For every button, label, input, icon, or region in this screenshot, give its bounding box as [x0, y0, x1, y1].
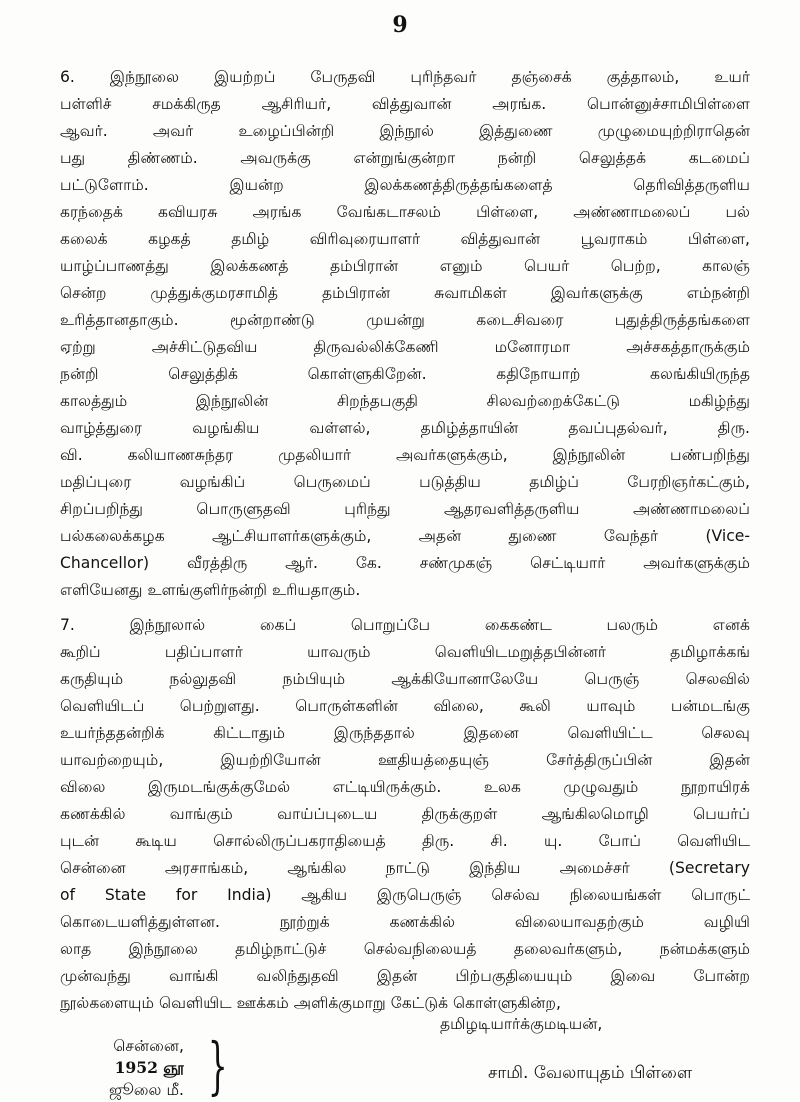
text-line: கொடையளித்துள்ளன. நூற்றுக் கணக்கில் விலையாவதற்கும் வழியி — [60, 913, 750, 931]
year-label: 1952 ஞூ — [114, 1058, 184, 1077]
text-line: சென்ற முத்துக்குமரசாமித் தம்பிரான் சுவாமிகள் இவர்களுக்கு எம்நன்றி — [60, 284, 750, 302]
paragraph-6 — [60, 64, 750, 604]
page-number: 9 — [392, 12, 408, 38]
text-line: பது திண்ணம். அவருக்கு என்றுங்குன்றா நன்றி செலுத்தக் கடமைப் — [60, 149, 750, 167]
text-line: ஆவர். அவர் உழைப்பின்றி இந்நூல் இத்துணை முழுமையுற்றிராதென் — [60, 122, 750, 140]
text-line: யாவற்றையும், இயற்றியோன் ஊதியத்தையுஞ் சேர்த்திருப்பின் இதன் — [60, 751, 750, 769]
text-line: கருதியும் நல்லுதவி நம்பியும் ஆக்கியோனாலேயே பெருஞ் செலவில் — [60, 670, 750, 688]
text-line: லாத இந்நூலை தமிழ்நாட்டுச் செல்வநிலையத் தலைவர்களும், நன்மக்களும் — [60, 940, 750, 958]
text-line: 7. இந்நூலால் கைப் பொறுப்பே கைகண்ட பலரும் எனக் — [60, 616, 750, 634]
text-line: கரந்தைக் கவியரசு அரங்க வேங்கடாசலம் பிள்ளை, அண்ணாமலைப் பல் — [60, 203, 750, 221]
text-line: சிறப்பறிந்து பொருளுதவி புரிந்து ஆதரவளித்தருளிய அண்ணாமலைப் — [60, 500, 750, 518]
text-line: யாழ்ப்பாணத்து இலக்கணத் தம்பிரான் எனும் பெயர் பெற்ற, காலஞ் — [60, 257, 750, 275]
text-line: வாழ்த்துரை வழங்கிய வள்ளல், தமிழ்த்தாயின் தவப்புதல்வர், திரு. — [60, 419, 750, 437]
text-line: வெளியிடப் பெற்றுளது. பொருள்களின் விலை, கூலி யாவும் பன்மடங்கு — [60, 697, 750, 715]
text-line: வி. கலியாணசுந்தர முதலியார் அவர்களுக்கும், இந்நூலின் பண்பறிந்து — [60, 446, 750, 464]
place-label: சென்னை, — [113, 1037, 184, 1055]
text-line: 6. இந்நூலை இயற்றப் பேருதவி புரிந்தவர் தஞ்சைக் குத்தாலம், உயர் — [60, 68, 750, 86]
text-line: பள்ளிச் சமக்கிருத ஆசிரியர், வித்துவான் அரங்க. பொன்னுச்சாமிபிள்ளை — [60, 95, 750, 113]
text-line: சென்னை அரசாங்கம், ஆங்கில நாட்டு இந்திய அமைச்சர் (Secretary — [60, 859, 750, 877]
text-line: எளியேனது உளங்குளிர்நன்றி உரியதாகும். — [60, 581, 361, 599]
text-line: முன்வந்து வாங்கி வலிந்துதவி இதன் பிற்பகுதியையும் இவை போன்ற — [60, 967, 750, 985]
text-line: பல்கலைக்கழக ஆட்சியாளர்களுக்கும், அதன் துணை வேந்தர் (Vice- — [60, 527, 750, 545]
text-line: பட்டுளோம். இயன்ற இலக்கணத்திருத்தங்களைத் தெரிவித்தருளிய — [60, 176, 750, 194]
text-line: ஏற்று அச்சிட்டுதவிய திருவல்லிக்கேணி மனோரமா அச்சகத்தாருக்கும் — [60, 338, 750, 356]
text-line: விலை இருமடங்குக்குமேல் எட்டியிருக்கும். உலக முழுவதும் நூறாயிரக் — [60, 778, 750, 796]
text-line: கணக்கில் வாங்கும் வாய்ப்புடைய திருக்குறள் ஆங்கிலமொழி பெயர்ப் — [60, 805, 750, 823]
text-line: Chancellor) வீரத்திரு ஆர். கே. சண்முகஞ் செட்டியார் அவர்களுக்கும் — [60, 554, 750, 572]
month-label: ஜூலை மீ. — [108, 1081, 184, 1099]
text-line: கலைக் கழகத் தமிழ் விரிவுரையாளர் வித்துவான் பூவராகம் பிள்ளை, — [60, 230, 750, 248]
text-line: உயர்ந்ததன்றிக் கிட்டாதும் இருந்ததால் இதனை வெளியிட்ட செலவு — [60, 724, 750, 742]
brace-glyph: } — [207, 1029, 228, 1102]
text-line: of State for India) ஆகிய இருபெருஞ் செல்வ நிலையங்கள் பொருட் — [60, 886, 750, 904]
text-line: நூல்களையும் வெளியிட ஊக்கம் அளிக்குமாறு கேட்டுக் கொள்ளுகின்ற, — [60, 994, 561, 1012]
text-line: உரித்தானதாகும். மூன்றாண்டு முயன்று கடைசிவரை புதுத்திருத்தங்களை — [60, 311, 750, 329]
text-line: மதிப்புரை வழங்கிப் பெருமைப் படுத்திய தமிழ்ப் பேரறிஞர்கட்கும், — [60, 473, 750, 491]
signature-name: சாமி. வேலாயுதம் பிள்ளை — [488, 1063, 693, 1083]
place-and-date — [84, 1035, 184, 1101]
text-line: கூறிப் பதிப்பாளர் யாவரும் வெளியிடமறுத்தபின்னர் தமிழாக்கங் — [60, 643, 750, 661]
paragraph-7 — [60, 612, 750, 1017]
signature-block — [0, 1015, 800, 1102]
text-line: நன்றி செலுத்திக் கொள்ளுகிறேன். கதிநோயாற் கலங்கியிருந்த — [60, 365, 750, 383]
signature-salutation: தமிழடியார்க்குமடியன், — [440, 1015, 603, 1033]
text-line: புடன் கூடிய சொல்லிருப்பகராதியைத் திரு. சி. யு. போப் வெளியிட — [60, 832, 750, 850]
text-line: காலத்தும் இந்நூலின் சிறந்தபகுதி சிலவற்றைக்கேட்டு மகிழ்ந்து — [60, 392, 750, 410]
